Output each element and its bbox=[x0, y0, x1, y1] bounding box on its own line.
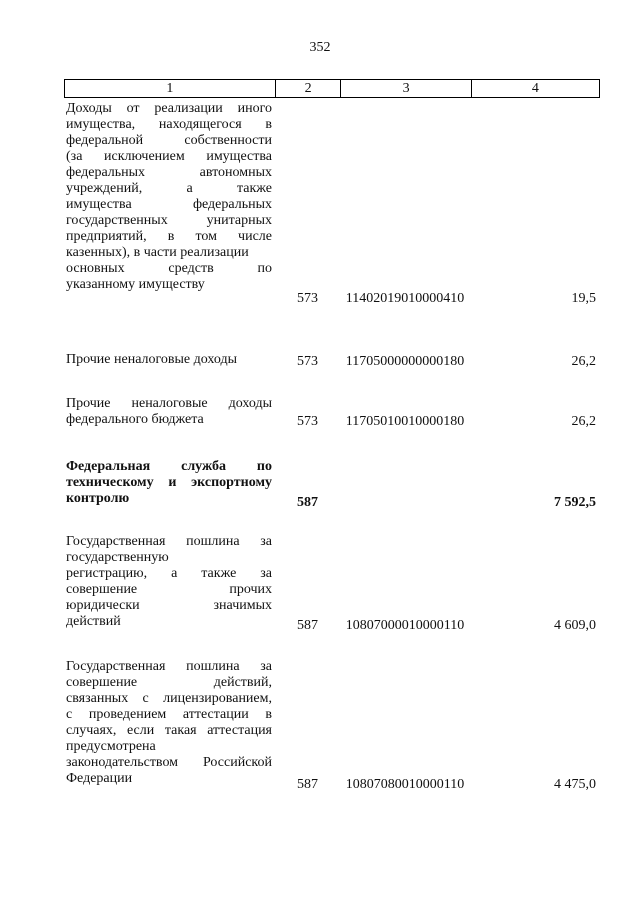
description-line: (за исключением имущества bbox=[66, 149, 272, 164]
row-description bbox=[66, 659, 272, 787]
table-row bbox=[64, 352, 600, 370]
description-line: казенных), в части реализации bbox=[66, 245, 249, 260]
description-line: Доходы от реализации иного bbox=[66, 101, 272, 116]
description-line: Федеральная служба по bbox=[66, 459, 272, 474]
description-line: с проведением аттестации в bbox=[66, 707, 272, 722]
header-col-4: 4 bbox=[531, 81, 539, 96]
description-line: федеральной собственности bbox=[66, 133, 272, 148]
row-amount: 4 609,0 bbox=[554, 618, 596, 633]
description-line: юридически значимых bbox=[66, 598, 272, 613]
table-row-section bbox=[64, 459, 600, 511]
table-header bbox=[64, 79, 600, 98]
description-line: случаях, если такая аттестация bbox=[66, 723, 272, 738]
row-description bbox=[66, 101, 272, 293]
row-kbk: 11402019010000410 bbox=[345, 291, 465, 306]
description-line: предусмотрена bbox=[66, 739, 156, 754]
table-row bbox=[64, 659, 600, 793]
description-line: государственную bbox=[66, 550, 169, 565]
header-col-1: 1 bbox=[65, 80, 276, 97]
row-amount: 4 475,0 bbox=[554, 777, 596, 792]
row-description bbox=[66, 396, 272, 428]
description-line: совершение действий, bbox=[66, 675, 272, 690]
description-line: Прочие неналоговые доходы bbox=[66, 396, 272, 411]
description-line: контролю bbox=[66, 491, 130, 506]
page-number: 352 bbox=[309, 40, 331, 55]
description-line: регистрацию, а также за bbox=[66, 566, 272, 581]
row-description bbox=[66, 534, 272, 630]
row-code: 573 bbox=[297, 291, 318, 306]
description-line: Государственная пошлина за bbox=[66, 534, 272, 549]
row-code: 587 bbox=[297, 618, 318, 633]
row-amount: 26,2 bbox=[571, 354, 596, 369]
row-amount: 26,2 bbox=[571, 414, 596, 429]
row-amount: 7 592,5 bbox=[554, 495, 596, 510]
table-row bbox=[64, 396, 600, 430]
description-line: законодательством Российской bbox=[66, 755, 272, 770]
description-line: связанных с лицензированием, bbox=[66, 691, 272, 706]
row-description bbox=[66, 352, 272, 368]
description-line: техническому и экспортному bbox=[66, 475, 272, 490]
description-line: предприятий, в том числе bbox=[66, 229, 272, 244]
description-line: учреждений, а также bbox=[66, 181, 272, 196]
description-line: имущества федеральных bbox=[66, 197, 272, 212]
row-amount: 19,5 bbox=[571, 291, 596, 306]
row-code: 587 bbox=[297, 495, 318, 510]
row-kbk: 10807000010000110 bbox=[345, 618, 465, 633]
description-line: федеральных автономных bbox=[66, 165, 272, 180]
description-line: Федерации bbox=[66, 771, 133, 786]
row-description bbox=[66, 459, 272, 507]
row-code: 573 bbox=[297, 414, 318, 429]
table-row bbox=[64, 101, 600, 309]
header-col-2: 2 bbox=[276, 80, 342, 97]
row-kbk: 11705000000000180 bbox=[345, 354, 465, 369]
description-line: действий bbox=[66, 614, 121, 629]
row-code: 573 bbox=[297, 354, 318, 369]
description-line: государственных унитарных bbox=[66, 213, 272, 228]
header-col-3: 3 bbox=[341, 80, 471, 97]
table-row bbox=[64, 534, 600, 634]
description-line: совершение прочих bbox=[66, 582, 272, 597]
description-line: Государственная пошлина за bbox=[66, 659, 272, 674]
description-line: основных средств по bbox=[66, 261, 272, 276]
description-line: имущества, находящегося в bbox=[66, 117, 272, 132]
description-line: указанному имуществу bbox=[66, 277, 205, 292]
description-line: Прочие неналоговые доходы bbox=[66, 352, 238, 367]
row-code: 587 bbox=[297, 777, 318, 792]
row-kbk: 10807080010000110 bbox=[345, 777, 465, 792]
description-line: федерального бюджета bbox=[66, 412, 204, 427]
row-kbk: 11705010010000180 bbox=[345, 414, 465, 429]
